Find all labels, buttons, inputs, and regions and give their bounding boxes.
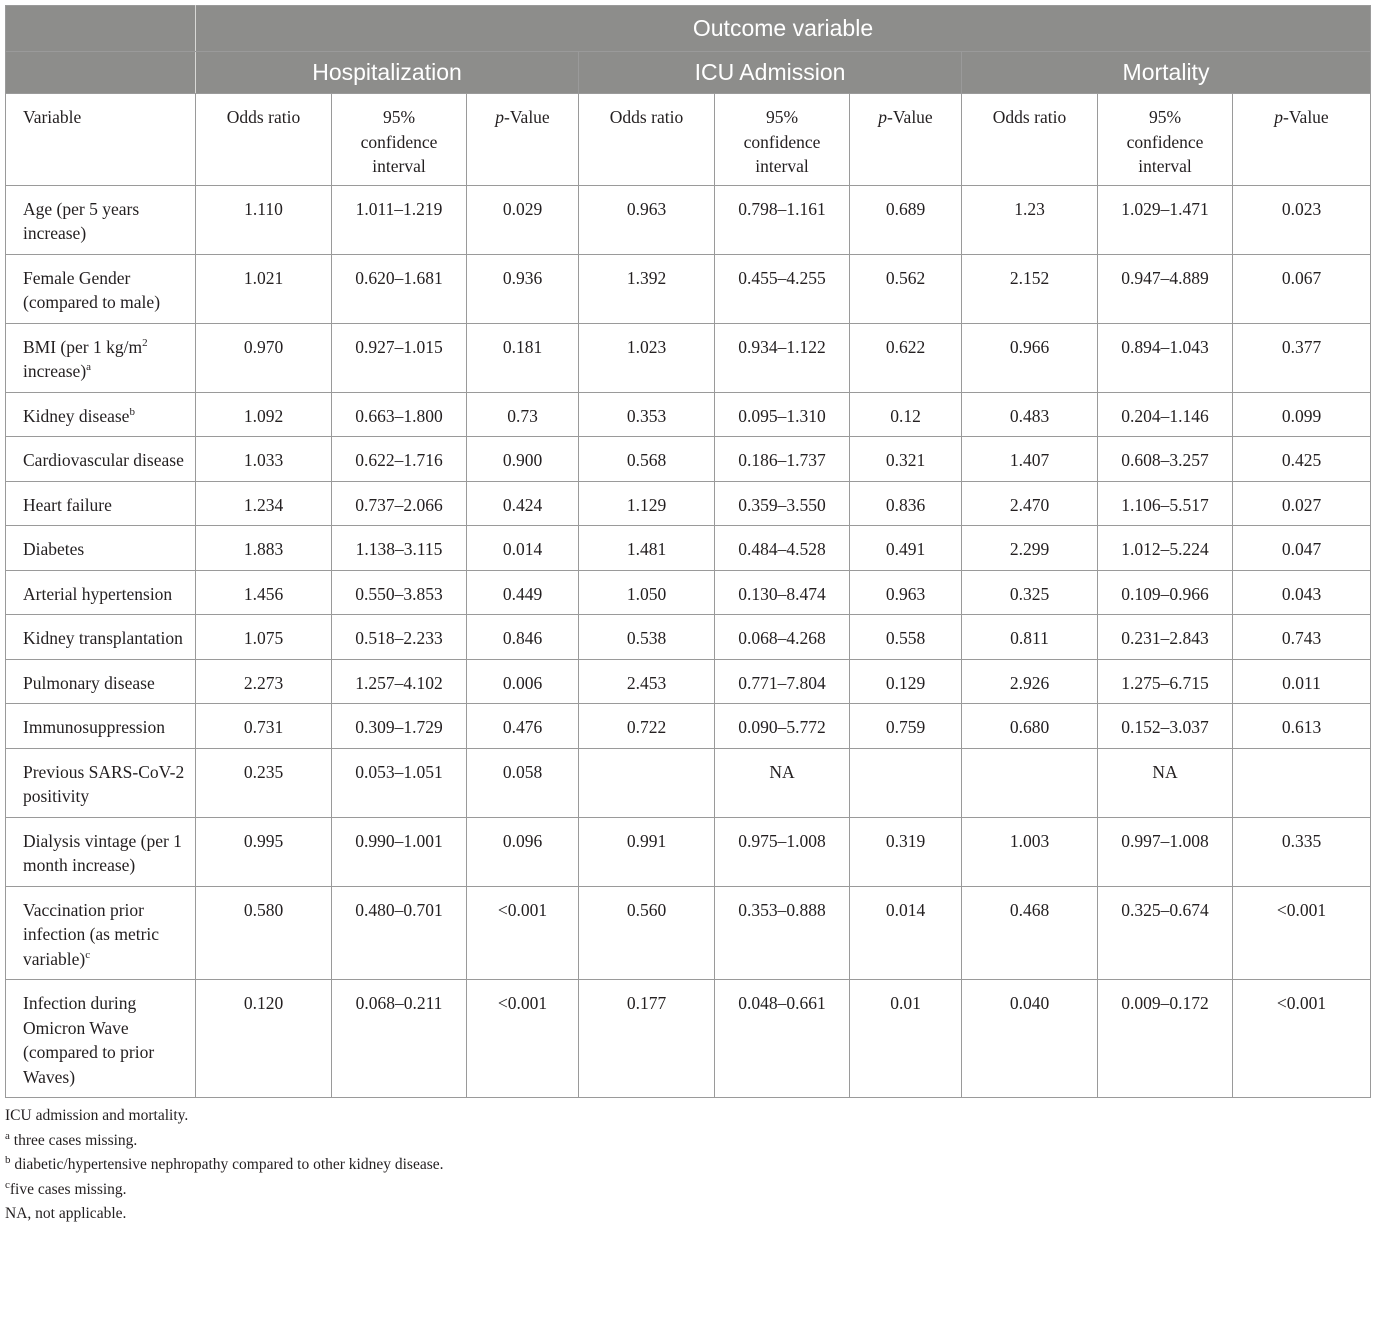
outcome-header-row (6, 6, 1371, 52)
table-row (6, 323, 1371, 392)
cell-odds-ratio: 1.110 (196, 185, 332, 254)
row-label-text: Diabetes (23, 539, 85, 559)
cell-odds-ratio: 2.453 (579, 659, 715, 704)
cell-confidence-interval: 0.130–8.474 (715, 570, 850, 615)
cell-confidence-interval: 0.068–0.211 (332, 980, 467, 1098)
cell-confidence-interval: 0.771–7.804 (715, 659, 850, 704)
cell-p-value: 0.006 (467, 659, 579, 704)
cell-confidence-interval: 0.663–1.800 (332, 392, 467, 437)
cell-confidence-interval: 0.309–1.729 (332, 704, 467, 749)
table-row (6, 570, 1371, 615)
cell-odds-ratio: 1.407 (962, 437, 1098, 482)
cell-odds-ratio: 0.568 (579, 437, 715, 482)
row-label-text: Cardiovascular disease (23, 450, 184, 470)
row-label-text: Kidney transplantation (23, 628, 183, 648)
row-label-text: BMI (per 1 kg/m (23, 336, 143, 357)
cell-odds-ratio: 0.177 (579, 980, 715, 1098)
cell-p-value: 0.936 (467, 254, 579, 323)
cell-confidence-interval: 0.737–2.066 (332, 481, 467, 526)
table-row (6, 615, 1371, 660)
ci-header-line: 95% (1148, 107, 1182, 127)
cell-odds-ratio: 0.353 (579, 392, 715, 437)
cell-p-value: 0.023 (1233, 185, 1371, 254)
ci-header-line: interval (372, 156, 426, 176)
column-header-p-value (467, 94, 579, 186)
cell-confidence-interval: 0.048–0.661 (715, 980, 850, 1098)
cell-odds-ratio: 0.483 (962, 392, 1098, 437)
cell-p-value: 0.099 (1233, 392, 1371, 437)
row-label-superscript: 2 (142, 336, 148, 349)
cell-p-value: 0.424 (467, 481, 579, 526)
footnote (5, 1178, 1370, 1203)
cell-odds-ratio: 0.966 (962, 323, 1098, 392)
ci-header-line: confidence (360, 131, 438, 152)
cell-confidence-interval: 0.927–1.015 (332, 323, 467, 392)
cell-odds-ratio: 1.392 (579, 254, 715, 323)
cell-p-value: 0.73 (467, 392, 579, 437)
cell-p-value: 0.01 (850, 980, 962, 1098)
cell-confidence-interval: 0.620–1.681 (332, 254, 467, 323)
cell-p-value: 0.491 (850, 526, 962, 571)
row-label-footnote-mark: a (86, 361, 92, 374)
cell-confidence-interval: 0.353–0.888 (715, 886, 850, 980)
cell-odds-ratio: 2.470 (962, 481, 1098, 526)
cell-odds-ratio: 0.538 (579, 615, 715, 660)
table-row (6, 481, 1371, 526)
p-rest: -Value (887, 107, 933, 127)
cell-confidence-interval: 0.068–4.268 (715, 615, 850, 660)
cell-p-value: 0.622 (850, 323, 962, 392)
cell-odds-ratio: 0.731 (196, 704, 332, 749)
cell-odds-ratio: 1.075 (196, 615, 332, 660)
cell-odds-ratio: 0.040 (962, 980, 1098, 1098)
row-label (6, 570, 196, 615)
footnote-text: diabetic/hypertensive nephropathy compared to other kidney disease. (10, 1156, 444, 1173)
cell-confidence-interval: 0.975–1.008 (715, 817, 850, 886)
cell-confidence-interval: 1.029–1.471 (1098, 185, 1233, 254)
footnote (5, 1129, 1370, 1154)
cell-odds-ratio: 2.926 (962, 659, 1098, 704)
cell-p-value: 0.029 (467, 185, 579, 254)
cell-p-value: 0.181 (467, 323, 579, 392)
row-label-text: Heart failure (23, 494, 112, 515)
cell-confidence-interval: 0.894–1.043 (1098, 323, 1233, 392)
table-row (6, 886, 1371, 980)
cell-odds-ratio: 1.234 (196, 481, 332, 526)
row-label-text: Immunosuppression (23, 717, 165, 737)
column-header-p-value (850, 94, 962, 186)
cell-p-value: 0.014 (850, 886, 962, 980)
cell-p-value: 0.377 (1233, 323, 1371, 392)
cell-p-value: 0.129 (850, 659, 962, 704)
cell-p-value: 0.558 (850, 615, 962, 660)
cell-confidence-interval: 0.480–0.701 (332, 886, 467, 980)
cell-p-value: <0.001 (467, 886, 579, 980)
cell-odds-ratio: 0.991 (579, 817, 715, 886)
row-label (6, 704, 196, 749)
table-footnotes (5, 1104, 1370, 1227)
footnote (5, 1104, 1370, 1129)
header-blank-cell (6, 6, 196, 52)
cell-confidence-interval: 0.090–5.772 (715, 704, 850, 749)
p-rest: -Value (504, 107, 550, 127)
cell-odds-ratio: 0.325 (962, 570, 1098, 615)
cell-p-value: 0.096 (467, 817, 579, 886)
footnote-mark: c (5, 1178, 10, 1191)
row-label-text: Female Gender (compared to male) (23, 267, 161, 312)
column-header-row (6, 94, 1371, 186)
ci-header-line: confidence (743, 131, 821, 152)
cell-odds-ratio: 0.995 (196, 817, 332, 886)
table-row (6, 392, 1371, 437)
cell-odds-ratio: 1.033 (196, 437, 332, 482)
ci-header-line: 95% (382, 107, 416, 127)
cell-confidence-interval: 0.518–2.233 (332, 615, 467, 660)
cell-confidence-interval: 0.455–4.255 (715, 254, 850, 323)
cell-p-value: 0.043 (1233, 570, 1371, 615)
cell-confidence-interval: 0.053–1.051 (332, 748, 467, 817)
table-row (6, 980, 1371, 1098)
row-label (6, 526, 196, 571)
cell-p-value: 0.425 (1233, 437, 1371, 482)
cell-confidence-interval: 0.152–3.037 (1098, 704, 1233, 749)
cell-confidence-interval: 0.095–1.310 (715, 392, 850, 437)
cell-confidence-interval: 0.325–0.674 (1098, 886, 1233, 980)
cell-odds-ratio: 0.680 (962, 704, 1098, 749)
cell-p-value: 0.014 (467, 526, 579, 571)
cell-odds-ratio: 1.021 (196, 254, 332, 323)
column-header-confidence-interval (715, 94, 850, 186)
row-label (6, 886, 196, 980)
cell-confidence-interval: 1.275–6.715 (1098, 659, 1233, 704)
cell-p-value (850, 748, 962, 817)
cell-p-value: 0.027 (1233, 481, 1371, 526)
cell-odds-ratio: 1.050 (579, 570, 715, 615)
column-header-odds-ratio: Odds ratio (196, 94, 332, 186)
column-header-odds-ratio: Odds ratio (962, 94, 1098, 186)
cell-odds-ratio: 0.468 (962, 886, 1098, 980)
cell-confidence-interval: 0.204–1.146 (1098, 392, 1233, 437)
cell-p-value: 0.846 (467, 615, 579, 660)
footnote-text: NA, not applicable. (5, 1205, 127, 1222)
table-row (6, 748, 1371, 817)
row-label (6, 615, 196, 660)
footnote (5, 1153, 1370, 1178)
cell-confidence-interval: 0.997–1.008 (1098, 817, 1233, 886)
cell-confidence-interval: 0.009–0.172 (1098, 980, 1233, 1098)
row-label (6, 323, 196, 392)
table-container (5, 5, 1370, 1227)
ci-header-line: interval (755, 156, 809, 176)
cell-p-value: 0.689 (850, 185, 962, 254)
row-label (6, 659, 196, 704)
cell-p-value: <0.001 (1233, 886, 1371, 980)
p-italic: p (878, 107, 888, 127)
cell-odds-ratio: 0.811 (962, 615, 1098, 660)
cell-p-value (1233, 748, 1371, 817)
cell-p-value: 0.011 (1233, 659, 1371, 704)
header-blank-cell (6, 52, 196, 94)
cell-confidence-interval: 1.257–4.102 (332, 659, 467, 704)
cell-odds-ratio: 1.23 (962, 185, 1098, 254)
row-label-text: Arterial hypertension (23, 583, 173, 604)
cell-p-value: 0.335 (1233, 817, 1371, 886)
cell-p-value: 0.449 (467, 570, 579, 615)
ci-header-line: 95% (765, 107, 799, 127)
cell-confidence-interval: 1.011–1.219 (332, 185, 467, 254)
group-header-icu-admission: ICU Admission (579, 52, 962, 94)
row-label-text: Pulmonary disease (23, 672, 155, 693)
cell-confidence-interval: 0.622–1.716 (332, 437, 467, 482)
cell-odds-ratio: 1.129 (579, 481, 715, 526)
cell-confidence-interval: 0.798–1.161 (715, 185, 850, 254)
row-label-text-rest: increase) (23, 361, 87, 381)
cell-confidence-interval: 0.608–3.257 (1098, 437, 1233, 482)
cell-odds-ratio (579, 748, 715, 817)
footnote-text: ICU admission and mortality. (5, 1107, 189, 1124)
cell-p-value: 0.613 (1233, 704, 1371, 749)
table-row (6, 437, 1371, 482)
cell-odds-ratio: 0.722 (579, 704, 715, 749)
cell-confidence-interval: 1.106–5.517 (1098, 481, 1233, 526)
row-label (6, 980, 196, 1098)
table-row (6, 659, 1371, 704)
row-label-text: Vaccination prior infection (as metric variable) (23, 899, 160, 969)
cell-odds-ratio: 1.883 (196, 526, 332, 571)
cell-confidence-interval: 1.012–5.224 (1098, 526, 1233, 571)
cell-odds-ratio: 1.023 (579, 323, 715, 392)
cell-odds-ratio (962, 748, 1098, 817)
cell-odds-ratio: 1.481 (579, 526, 715, 571)
cell-confidence-interval: 0.484–4.528 (715, 526, 850, 571)
cell-p-value: 0.321 (850, 437, 962, 482)
cell-odds-ratio: 1.092 (196, 392, 332, 437)
cell-confidence-interval: 1.138–3.115 (332, 526, 467, 571)
group-header-row (6, 52, 1371, 94)
cell-odds-ratio: 0.560 (579, 886, 715, 980)
outcome-variable-header: Outcome variable (196, 6, 1371, 52)
cell-p-value: 0.476 (467, 704, 579, 749)
cell-odds-ratio: 0.235 (196, 748, 332, 817)
row-label (6, 437, 196, 482)
column-header-confidence-interval (1098, 94, 1233, 186)
cell-confidence-interval: 0.231–2.843 (1098, 615, 1233, 660)
cell-confidence-interval: 0.186–1.737 (715, 437, 850, 482)
cell-p-value: 0.963 (850, 570, 962, 615)
row-label (6, 185, 196, 254)
cell-confidence-interval: 0.359–3.550 (715, 481, 850, 526)
cell-confidence-interval: 0.934–1.122 (715, 323, 850, 392)
column-header-odds-ratio: Odds ratio (579, 94, 715, 186)
row-label (6, 748, 196, 817)
cell-confidence-interval: NA (715, 748, 850, 817)
cell-p-value: 0.067 (1233, 254, 1371, 323)
cell-p-value: 0.12 (850, 392, 962, 437)
cell-odds-ratio: 1.003 (962, 817, 1098, 886)
cell-odds-ratio: 2.152 (962, 254, 1098, 323)
footnote-text: five cases missing. (9, 1180, 127, 1198)
p-rest: -Value (1283, 107, 1329, 127)
row-label (6, 817, 196, 886)
cell-p-value: 0.836 (850, 481, 962, 526)
row-label (6, 254, 196, 323)
cell-odds-ratio: 0.580 (196, 886, 332, 980)
table-row (6, 526, 1371, 571)
cell-confidence-interval: 0.109–0.966 (1098, 570, 1233, 615)
regression-table (5, 5, 1371, 1098)
row-label-text: Kidney disease (23, 405, 130, 426)
table-row (6, 254, 1371, 323)
table-row (6, 817, 1371, 886)
row-label (6, 481, 196, 526)
cell-odds-ratio: 0.120 (196, 980, 332, 1098)
cell-confidence-interval: 0.550–3.853 (332, 570, 467, 615)
footnote-text: three cases missing. (9, 1131, 138, 1149)
p-italic: p (1274, 107, 1284, 127)
table-row (6, 704, 1371, 749)
cell-odds-ratio: 1.456 (196, 570, 332, 615)
row-label-superscript: c (85, 948, 91, 961)
column-header-p-value (1233, 94, 1371, 186)
cell-odds-ratio: 0.970 (196, 323, 332, 392)
cell-odds-ratio: 0.963 (579, 185, 715, 254)
p-italic: p (495, 107, 505, 127)
footnote (5, 1202, 1370, 1227)
column-header-confidence-interval (332, 94, 467, 186)
group-header-mortality: Mortality (962, 52, 1371, 94)
row-label-text: Dialysis vintage (per 1 month increase) (23, 830, 182, 875)
cell-confidence-interval: 0.990–1.001 (332, 817, 467, 886)
cell-odds-ratio: 2.273 (196, 659, 332, 704)
cell-p-value: <0.001 (1233, 980, 1371, 1098)
cell-p-value: 0.047 (1233, 526, 1371, 571)
cell-odds-ratio: 2.299 (962, 526, 1098, 571)
ci-header-line: interval (1138, 156, 1192, 176)
cell-p-value: 0.562 (850, 254, 962, 323)
group-header-hospitalization: Hospitalization (196, 52, 579, 94)
footnote-mark: b (5, 1153, 11, 1166)
cell-confidence-interval: NA (1098, 748, 1233, 817)
table-row (6, 185, 1371, 254)
row-label-text: Age (per 5 years increase) (23, 198, 140, 243)
cell-confidence-interval: 0.947–4.889 (1098, 254, 1233, 323)
row-label (6, 392, 196, 437)
cell-p-value: <0.001 (467, 980, 579, 1098)
footnote-mark: a (5, 1129, 10, 1142)
cell-p-value: 0.319 (850, 817, 962, 886)
ci-header-line: confidence (1126, 131, 1204, 152)
cell-p-value: 0.743 (1233, 615, 1371, 660)
column-header-variable: Variable (6, 94, 196, 186)
cell-p-value: 0.058 (467, 748, 579, 817)
row-label-text: Previous SARS-CoV-2 positivity (23, 761, 185, 806)
row-label-text: Infection during Omicron Wave (compared to prior Waves) (23, 993, 155, 1087)
cell-p-value: 0.759 (850, 704, 962, 749)
cell-p-value: 0.900 (467, 437, 579, 482)
row-label-superscript: b (129, 405, 135, 418)
